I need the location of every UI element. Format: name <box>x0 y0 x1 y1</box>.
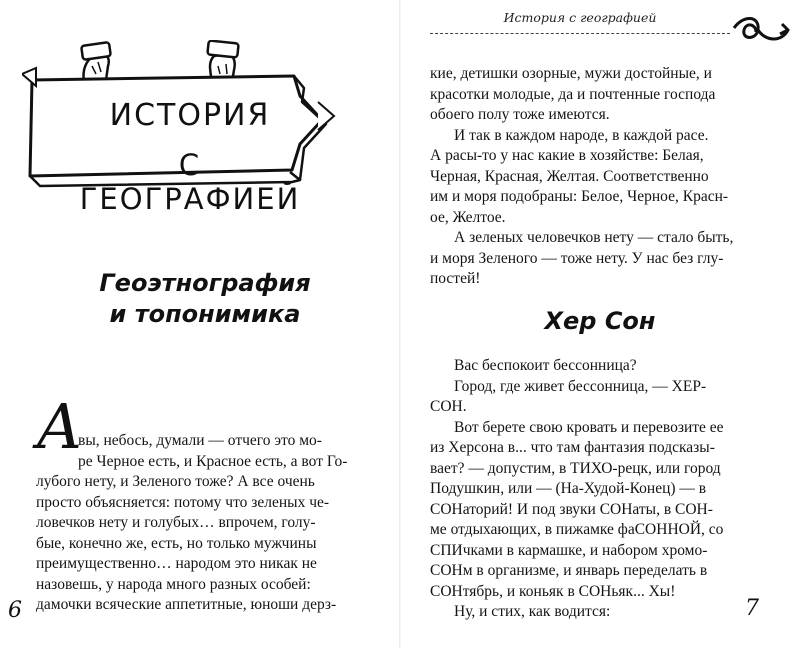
text-line: Вас беспокоит бессонница? <box>454 357 637 374</box>
text-line: обоего полу тоже имеются. <box>430 106 610 123</box>
text-line: красотки молодые, да и почтенные господа <box>430 85 716 103</box>
banner-title-line1: ИСТОРИЯ <box>109 98 271 133</box>
text-line: дамочки всяческие аппетитные, юноши дерз- <box>36 596 337 613</box>
text-line: ое, Желтое. <box>430 208 506 226</box>
section-title-line2: и топонимика <box>109 300 301 328</box>
text-line: бые, конечно же, есть, но только мужчины <box>36 534 317 552</box>
chapter-banner <box>22 40 340 216</box>
text-line: А зеленых человечков нету — стало быть, <box>454 229 734 246</box>
text-line: СПИчками в кармашке, и набором хромо- <box>430 541 708 559</box>
banner-title-line2: С ГЕОГРАФИЕЙ <box>79 148 301 216</box>
right-page <box>400 0 800 648</box>
page-number-right: 7 <box>745 596 759 621</box>
text-line: и моря Зеленого — тоже нету. У нас без глу- <box>430 249 724 267</box>
text-line: ловечков нету и голубых… впрочем, голу- <box>36 514 316 531</box>
header-rule <box>430 33 730 34</box>
text-line: А расы-то у нас какие в хозяйстве: Белая, <box>430 147 704 164</box>
text-line: И так в каждом народе, в каждой расе. <box>454 126 709 144</box>
section-title-line1: Геоэтнография <box>99 269 311 297</box>
text-line: Город, где живет бессонница, — ХЕР- <box>454 377 707 395</box>
text-line: СОН. <box>430 398 467 415</box>
right-body-text-1 <box>430 64 733 290</box>
text-line: вает? — допустим, в ТИХО-рецк, или город <box>430 459 721 477</box>
text-line: назовешь, у народа много разных особей: <box>36 575 311 593</box>
left-body-text <box>36 431 347 616</box>
text-line: вы, небось, думали — отчего это мо- <box>78 432 322 449</box>
section-title-geoethnography <box>50 268 360 330</box>
text-line: Ну, и стих, как водится: <box>454 603 611 620</box>
text-line: Подушкин, или — (На-Худой-Конец) — в <box>430 480 707 497</box>
right-body-text-2 <box>430 356 724 623</box>
text-line: Вот берете свою кровать и перевозите ее <box>454 418 724 436</box>
text-line: лубого нету, и Зеленого тоже? А все очень <box>36 473 315 490</box>
text-line: СОНм в организме, и январь переделать в <box>430 562 708 579</box>
text-line: Черная, Красная, Желтая. Соответственно <box>430 167 709 185</box>
text-line: СОНтябрь, и коньяк в СОНьяк... Хы! <box>430 582 676 600</box>
corner-swirl-ornament-icon <box>730 12 794 50</box>
text-line: ме отдыхающих, в пижамке фаСОННОЙ, со <box>430 521 724 538</box>
running-head: История с географией <box>503 10 657 25</box>
section-title-her-son: Хер Сон <box>544 307 656 335</box>
page-number-left: 6 <box>8 598 22 623</box>
text-line: кие, детишки озорные, мужи достойные, и <box>430 65 712 82</box>
text-line: преимущественно… народом это никак не <box>36 555 317 572</box>
drop-cap: А <box>36 390 83 463</box>
text-line: постей! <box>430 270 481 287</box>
text-line: просто объясняется: потому что зеленых че- <box>36 493 330 511</box>
text-line: СОНаторий! И под звуки СОНаты, в СОН- <box>430 500 713 518</box>
text-line: ре Черное есть, и Красное есть, а вот Го- <box>78 452 348 470</box>
text-line: из Херсона в... что там фантазия подсказы- <box>430 439 715 456</box>
text-line: им и моря подобраны: Белое, Черное, Красн- <box>430 188 729 205</box>
